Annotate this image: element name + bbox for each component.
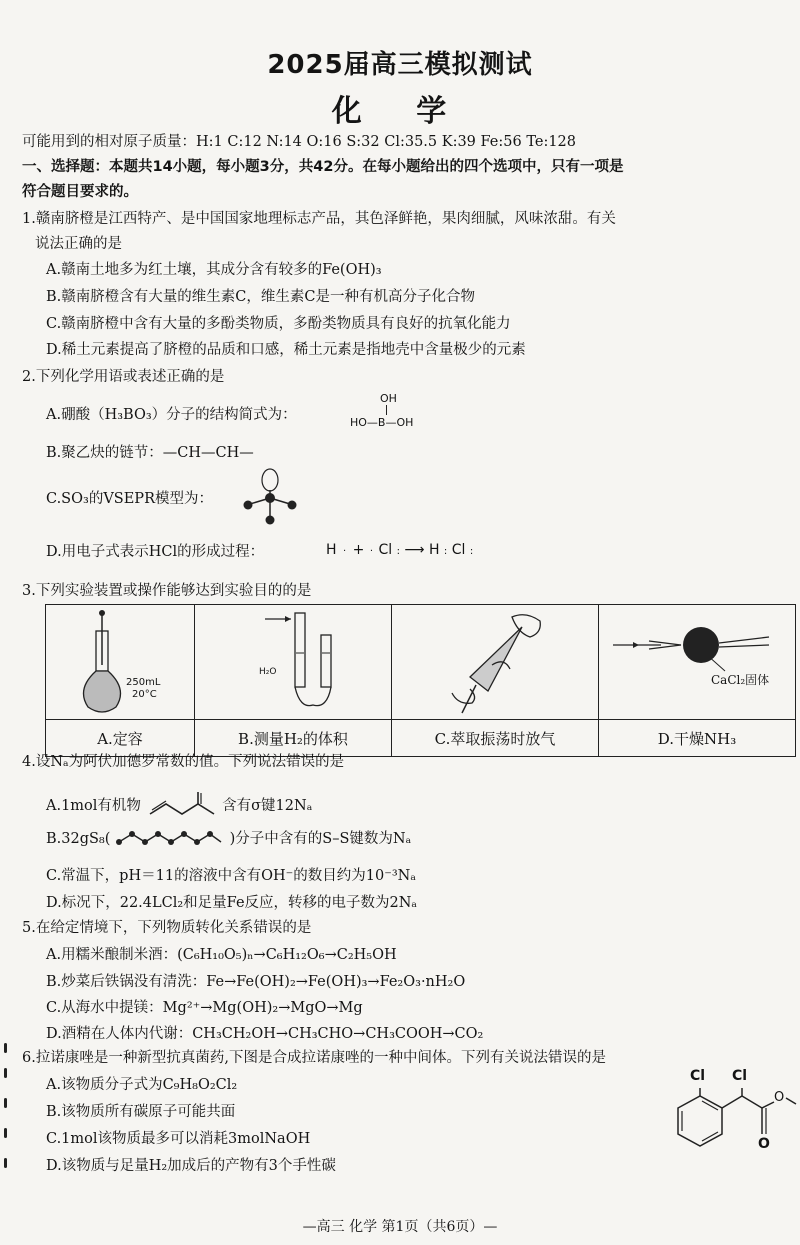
intermediate-skeleton	[648, 1068, 798, 1172]
q4-stem: 4.设Nₐ为阿伏加德罗常数的值。下列说法错误的是	[22, 754, 345, 770]
apparatus-a-cell	[46, 605, 195, 720]
water-label: H₂O	[259, 667, 277, 677]
binding-mark	[4, 1158, 7, 1168]
so3-vsepr-model	[240, 466, 300, 528]
q4-option-b-post: )分子中含有的S–S键数为Nₐ	[229, 831, 412, 847]
separatory-funnel-icon	[392, 605, 598, 719]
q6-option-c: C.1mol该物质最多可以消耗3molNaOH	[46, 1131, 311, 1147]
hcl-product-h: H	[428, 542, 440, 558]
section-heading-line2: 符合题目要求的。	[22, 184, 138, 200]
binding-mark	[4, 1068, 7, 1078]
q1-option-c: C.赣南脐橙中含有大量的多酚类物质，多酚类物质具有良好的抗氧化能力	[46, 316, 511, 332]
caption-a: A.定容	[46, 720, 195, 757]
q5-option-b: B.炒菜后铁锅没有清洗：Fe→Fe(OH)₂→Fe(OH)₃→Fe₂O₃·nH₂O	[46, 974, 466, 990]
caption-c: C.萃取振荡时放气	[392, 720, 599, 757]
q2-option-a: A.硼酸（H₃BO₃）分子的结构简式为：	[46, 407, 297, 423]
q5-stem: 5.在给定情境下，下列物质转化关系错误的是	[22, 920, 312, 936]
caption-b: B.测量H₂的体积	[195, 720, 392, 757]
boric-acid-oh-top: OH	[380, 392, 397, 405]
lanoconazole-intermediate-structure	[648, 1068, 798, 1172]
struct-ester-oxygen: O	[774, 1090, 785, 1105]
q2-option-d: D.用电子式表示HCl的形成过程：	[46, 544, 265, 560]
q4-option-c: C.常温下，pH＝11的溶液中含有OH⁻的数目约为10⁻³Nₐ	[46, 868, 416, 884]
struct-carbonyl-oxygen: O	[758, 1136, 770, 1152]
experiment-table	[45, 604, 796, 757]
apparatus-d-cell	[599, 605, 796, 720]
q1-option-b: B.赣南脐橙含有大量的维生素C，维生素C是一种有机高分子化合物	[46, 289, 475, 305]
hcl-product-cl: Cl	[451, 542, 466, 558]
q3-stem: 3.下列实验装置或操作能够达到实验目的的是	[22, 583, 312, 599]
q1-option-a: A.赣南土地多为红土壤，其成分含有较多的Fe(OH)₃	[46, 262, 382, 278]
q6-option-d: D.该物质与足量H₂加成后的产物有3个手性碳	[46, 1158, 336, 1174]
q4-option-d: D.标况下，22.4LCl₂和足量Fe反应，转移的电子数为2Nₐ	[46, 895, 418, 911]
atomic-masses: 可能用到的相对原子质量：H:1 C:12 N:14 O:16 S:32 Cl:35.5 K:39 Fe:56 Te:128	[22, 134, 577, 150]
q4-option-b	[46, 828, 411, 850]
q2-option-b: B.聚乙炔的链节：—CH—CH—	[46, 445, 254, 461]
q6-option-a: A.该物质分子式为C₉H₈O₂Cl₂	[46, 1077, 238, 1093]
q4-option-b-pre: B.32gS₈(	[46, 831, 111, 847]
cacl2-label: CaCl₂固体	[711, 673, 770, 687]
q1-stem-cont: 说法正确的是	[35, 236, 122, 252]
binding-mark	[4, 1098, 7, 1108]
flask-temp-label: 20°C	[132, 689, 157, 700]
drying-tube-icon	[599, 605, 795, 719]
binding-mark	[4, 1128, 7, 1138]
apparatus-c-cell	[392, 605, 599, 720]
flask-volume-label: 250mL	[126, 677, 161, 688]
q1-option-d: D.稀土元素提高了脐橙的品质和口感，稀土元素是指地壳中含量极少的元素	[46, 342, 526, 358]
volumetric-flask-icon	[46, 605, 194, 719]
isoprene-skeleton	[146, 792, 218, 820]
q4-option-a	[46, 792, 312, 820]
q6-option-b: B.该物质所有碳原子可能共面	[46, 1104, 236, 1120]
hcl-h: H	[326, 542, 337, 558]
central-atom	[265, 493, 275, 503]
q2-option-c: C.SO₃的VSEPR模型为：	[46, 491, 213, 507]
q5-option-d: D.酒精在人体内代谢：CH₃CH₂OH→CH₃CHO→CH₃COOH→CO₂	[46, 1026, 484, 1042]
caption-d: D.干燥NH₃	[599, 720, 796, 757]
q5-option-a: A.用糯米酿制米酒：(C₆H₁₀O₅)ₙ→C₆H₁₂O₆→C₂H₅OH	[46, 947, 397, 963]
q4-option-a-post: 含有σ键12Nₐ	[222, 798, 313, 814]
page-title: 2025届高三模拟测试	[267, 50, 533, 80]
hcl-plus: +	[352, 542, 365, 558]
boric-acid-bond	[386, 405, 387, 415]
hcl-arrow: ⟶	[404, 542, 425, 558]
s8-ring-structure	[115, 828, 225, 850]
q5-option-c: C.从海水中提镁：Mg²⁺→Mg(OH)₂→MgO→Mg	[46, 1000, 363, 1016]
q1-stem: 1.赣南脐橙是江西特产、是中国国家地理标志产品，其色泽鲜艳，果肉细腻，风味浓甜。有关	[22, 211, 616, 227]
struct-cl-chain: Cl	[732, 1068, 748, 1084]
lone-pair-lobe	[262, 469, 278, 491]
page-footer: —高三 化学 第1页（共6页）—	[302, 1219, 498, 1235]
section-heading-line1: 一、选择题：本题共14小题，每小题3分，共42分。在每小题给出的四个选项中，只有一项是	[22, 159, 624, 175]
binding-mark	[4, 1043, 7, 1053]
struct-cl-ring: Cl	[690, 1068, 706, 1084]
subject-title: 化 学	[331, 94, 469, 129]
q4-option-a-pre: A.1mol有机物	[46, 798, 141, 814]
hcl-cl: Cl	[378, 542, 393, 558]
q2-stem: 2.下列化学用语或表述正确的是	[22, 369, 225, 385]
apparatus-b-cell	[195, 605, 392, 720]
boric-acid-row: HO—B—OH	[350, 416, 414, 429]
gas-burette-icon	[195, 605, 391, 719]
hcl-formation: H · + · Cl : ⟶ H : Cl :	[326, 542, 474, 558]
q6-stem: 6.拉诺康唑是一种新型抗真菌药,下图是合成拉诺康唑的一种中间体。下列有关说法错误的是	[22, 1050, 606, 1066]
